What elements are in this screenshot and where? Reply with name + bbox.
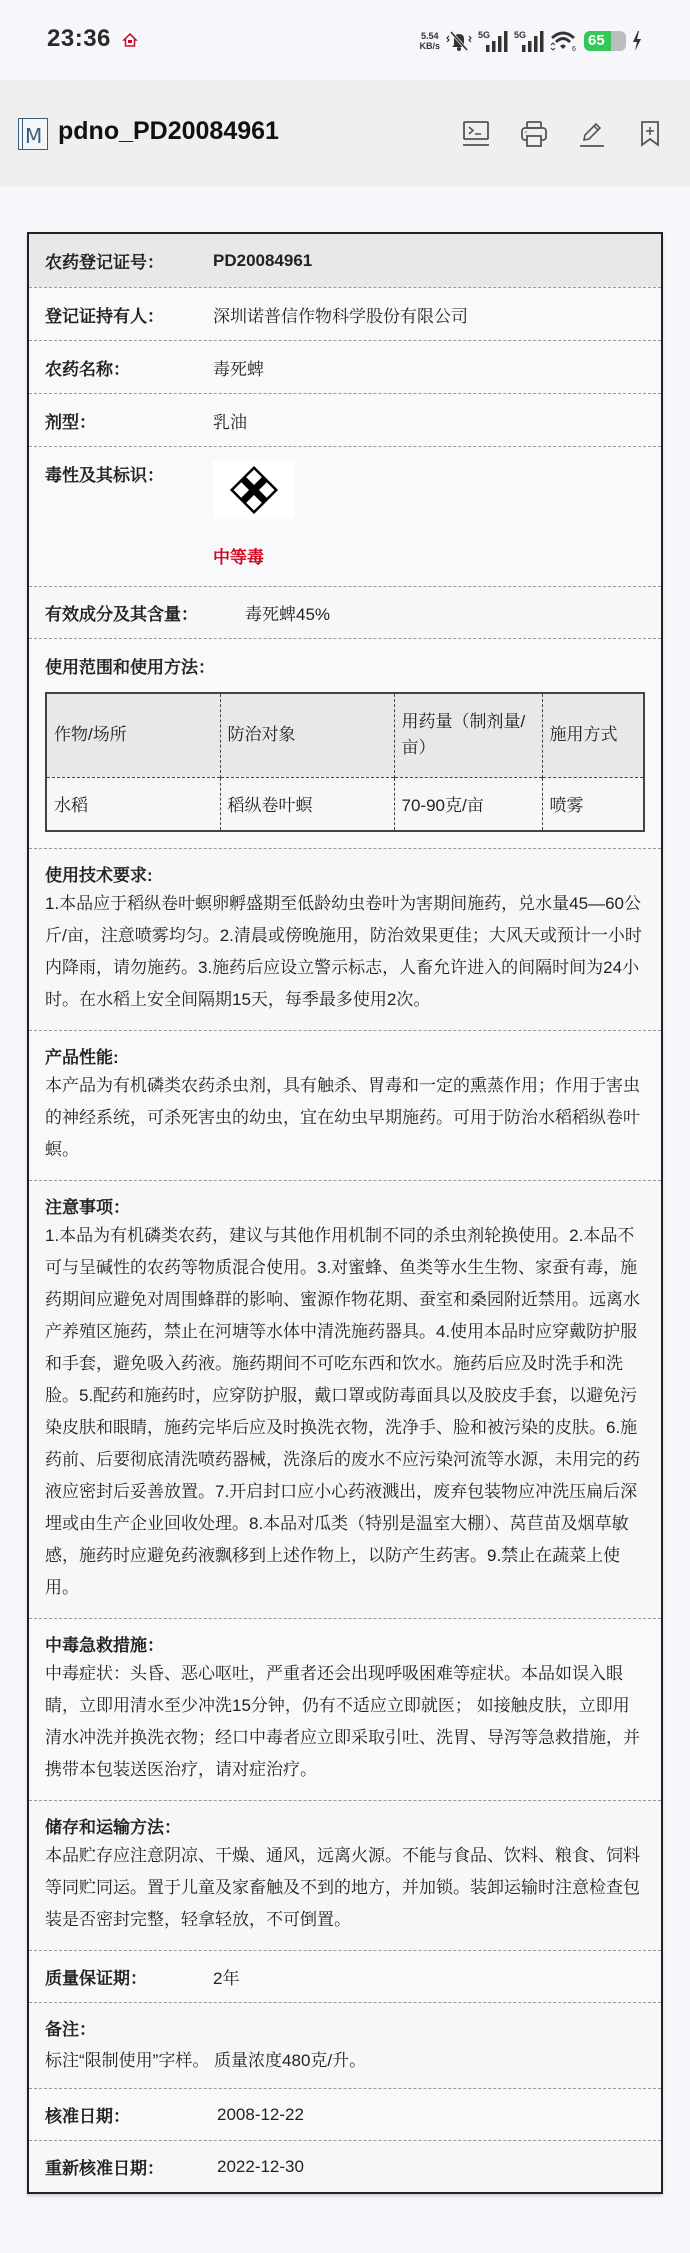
section-text: 标注“限制使用”字样。 质量浓度480克/升。 bbox=[45, 2051, 367, 2070]
status-bar bbox=[0, 0, 690, 80]
cell-dosage: 70-90克/亩 bbox=[394, 777, 542, 831]
usage-table bbox=[45, 692, 645, 832]
section-text: 本品贮存应注意阴凉、干燥、通风，远离火源。不能与食品、饮料、粮食、饲料等同贮同运。置于儿童及家畜触及不到的地方，并加锁。装卸运输时注意检查包装是否密封完整，轻拿轻放，不可倒置。 bbox=[45, 1846, 640, 1929]
row-formulation bbox=[29, 393, 661, 446]
cell-crop: 水稻 bbox=[46, 777, 220, 831]
row-tech-requirements bbox=[29, 848, 661, 1030]
page-title: pdno_PD20084961 bbox=[58, 117, 279, 145]
print-button[interactable] bbox=[518, 118, 550, 150]
row-toxicity bbox=[29, 446, 661, 586]
signal-icon bbox=[478, 29, 508, 53]
section-text: 1.本品为有机磷类农药，建议与其他作用机制不同的杀虫剂轮换使用。2.本品不可与呈碱性的农药等物质混合使用。3.对蜜蜂、鱼类等水生生物、家蚕有毒，施药期间应避免对周围蜂群的影响、蜜源作物花期、蚕室和桑园附近禁用。远离水产养殖区施药，禁止在河塘等水体中清洗施药器具。4.使用本品时应穿戴防护服和手套，避免吸入药液。施药期间不可吃东西和饮水。施药后应及时洗手和洗脸。5.配药和施药时，应穿防护服，戴口罩或防毒面具以及胶皮手套，以避免污染皮肤和眼睛，施药完毕后应及时换洗衣物，洗净手、脸和被污染的皮肤。6.施药前、后要彻底清洗喷药器械，洗涤后的废水不应污染河流等水源，未用完的药液应密封后妥善放置。7.开启封口应小心药液溅出，废弃包装物应冲洗压扁后深埋或由生产企业回收处理。8.本品对瓜类（特别是温室大棚）、莴苣苗及烟草敏感，施药时应避免药液飘移到上述作物上，以防产生药害。9.禁止在蔬菜上使用。 bbox=[45, 1226, 640, 1597]
printer-icon bbox=[520, 120, 548, 148]
pesticide-record-card bbox=[27, 232, 663, 2194]
bookmark-add-icon bbox=[638, 120, 662, 148]
status-icons bbox=[419, 27, 642, 55]
section-title: 产品性能: bbox=[45, 1048, 119, 1067]
network-speed: 5.54 KB/s bbox=[419, 31, 440, 51]
row-remarks bbox=[29, 2002, 661, 2088]
row-reapproval-date bbox=[29, 2140, 661, 2192]
row-first-aid bbox=[29, 1618, 661, 1800]
active-ingredient: 毒死蜱45% bbox=[245, 605, 331, 624]
approval-date: 2008-12-22 bbox=[217, 2104, 304, 2124]
row-pesticide-name bbox=[29, 340, 661, 393]
section-title: 中毒急救措施： bbox=[45, 1636, 164, 1655]
pesticide-name: 毒死蜱 bbox=[213, 359, 264, 379]
wifi-icon bbox=[550, 30, 578, 52]
label: 登记证持有人： bbox=[45, 306, 164, 326]
row-performance bbox=[29, 1030, 661, 1180]
battery-icon: 65 bbox=[584, 31, 626, 51]
svg-text:6: 6 bbox=[572, 46, 576, 52]
toxicity-level: 中等毒 bbox=[213, 548, 264, 567]
label: 剂型： bbox=[45, 412, 96, 432]
row-registration-number bbox=[29, 234, 661, 287]
row-active-ingredient bbox=[29, 586, 661, 638]
formulation: 乳油 bbox=[213, 412, 247, 432]
column-header: 作物/场所 bbox=[46, 693, 220, 777]
label: 重新核准日期： bbox=[45, 2159, 164, 2178]
app-logo: M bbox=[18, 118, 48, 150]
toolbar bbox=[460, 118, 666, 150]
pencil-icon bbox=[578, 120, 606, 148]
svg-text:5G: 5G bbox=[478, 30, 491, 40]
terminal-icon bbox=[462, 121, 490, 147]
label: 质量保证期： bbox=[45, 1969, 147, 1988]
row-shelf-life bbox=[29, 1950, 661, 2002]
reapproval-date: 2022-12-30 bbox=[217, 2156, 304, 2176]
status-time: 23:36 bbox=[47, 25, 111, 52]
home-icon bbox=[121, 31, 139, 49]
label: 有效成分及其含量： bbox=[45, 605, 198, 624]
row-precautions bbox=[29, 1180, 661, 1618]
edit-button[interactable] bbox=[576, 118, 608, 150]
toxicity-symbol-icon bbox=[213, 461, 295, 519]
mute-bell-icon bbox=[446, 30, 472, 52]
charging-icon bbox=[632, 31, 642, 51]
section-title: 注意事项： bbox=[45, 1198, 130, 1217]
bookmark-button[interactable] bbox=[634, 118, 666, 150]
cell-target: 稻纵卷叶螟 bbox=[220, 777, 394, 831]
section-text: 1.本品应于稻纵卷叶螟卵孵盛期至低龄幼虫卷叶为害期间施药，兑水量45—60公斤/亩，注意喷雾均匀。2.清晨或傍晚施用，防治效果更佳；大风天或预计一小时内降雨，请勿施药。3.施药后应设立警示标志，人畜允许进入的间隔时间为24小时。在水稻上安全间隔期15天，每季最多使用2次。 bbox=[45, 894, 642, 1009]
signal-icon bbox=[514, 29, 544, 53]
label: 核准日期： bbox=[45, 2107, 130, 2126]
section-title: 备注： bbox=[45, 2020, 96, 2039]
row-usage bbox=[29, 638, 661, 832]
section-text: 中毒症状：头昏、恶心呕吐，严重者还会出现呼吸困难等症状。本品如误入眼睛，立即用清水至少冲洗15分钟，仍有不适应立即就医； 如接触皮肤，立即用清水冲洗并换洗衣物；经口中毒者应立即采取引吐、洗胃、导泻等急救措施，并携带本包装送医治疗，请对症治疗。 bbox=[45, 1664, 640, 1779]
cell-method: 喷雾 bbox=[549, 796, 584, 816]
column-header: 防治对象 bbox=[220, 693, 394, 777]
usage-label: 使用范围和使用方法： bbox=[45, 658, 215, 677]
row-holder bbox=[29, 287, 661, 340]
registration-number: PD20084961 bbox=[213, 250, 313, 270]
shelf-life: 2年 bbox=[213, 1969, 240, 1988]
column-header: 施用方式 bbox=[549, 725, 618, 745]
svg-text:5G: 5G bbox=[514, 30, 527, 40]
usage-table-header bbox=[46, 693, 644, 777]
row-storage bbox=[29, 1800, 661, 1950]
table-row bbox=[46, 777, 644, 831]
section-title: 储存和运输方法： bbox=[45, 1818, 181, 1837]
column-header: 用药量（制剂量/亩） bbox=[394, 693, 542, 777]
label: 毒性及其标识： bbox=[45, 466, 164, 485]
label: 农药登记证号： bbox=[45, 253, 164, 272]
app-bar bbox=[0, 80, 690, 187]
label: 农药名称： bbox=[45, 359, 130, 379]
row-approval-date bbox=[29, 2088, 661, 2140]
section-text: 本产品为有机磷类农药杀虫剂，具有触杀、胃毒和一定的熏蒸作用；作用于害虫的神经系统，可杀死害虫的幼虫，宜在幼虫早期施药。可用于防治水稻稻纵卷叶螟。 bbox=[45, 1076, 640, 1159]
section-title: 使用技术要求: bbox=[45, 866, 153, 885]
terminal-button[interactable] bbox=[460, 118, 492, 150]
holder-name: 深圳诺普信作物科学股份有限公司 bbox=[213, 306, 468, 326]
